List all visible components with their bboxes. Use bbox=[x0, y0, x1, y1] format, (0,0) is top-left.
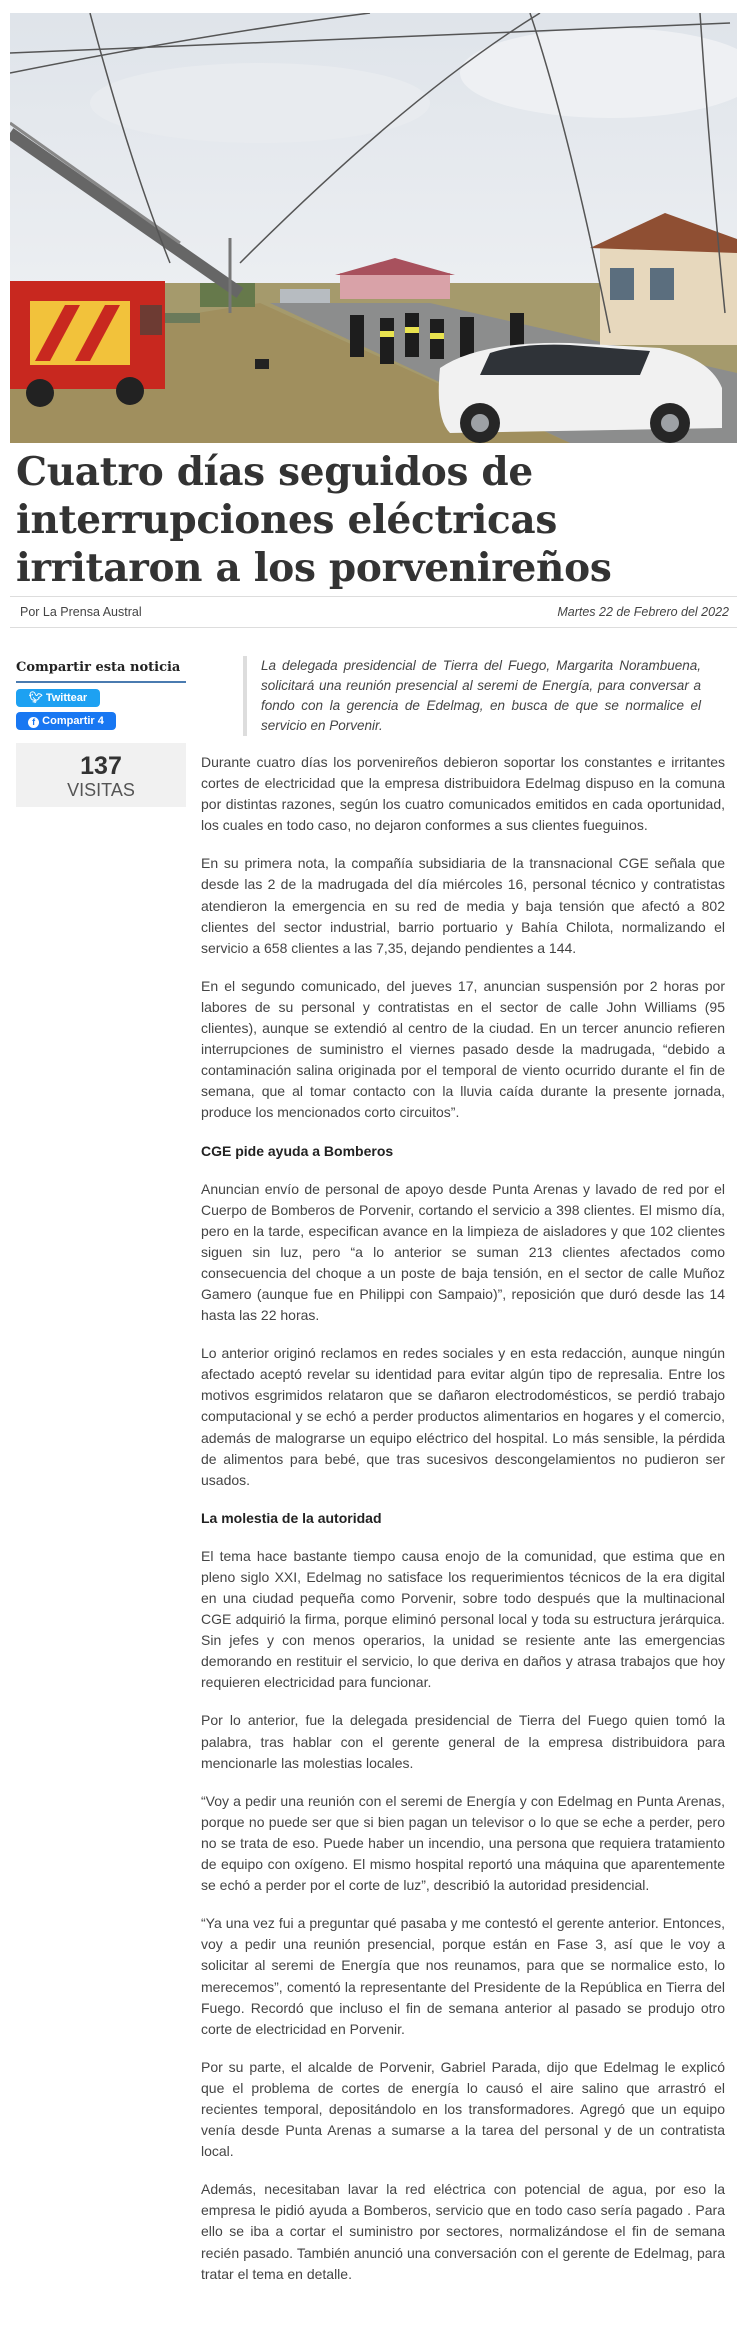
article-paragraph: Por su parte, el alcalde de Porvenir, Gabriel Parada, dijo que Edelmag le explicó que el problema de cortes de energía lo causó el aire salino que arrastró el recientes temporal, depositándolo en los transformadores. Agregó que un equipo venía desde Punta Arenas a sumarse a la tarea del personal y de un contratista local. bbox=[201, 2058, 725, 2160]
street-scene-photo bbox=[10, 13, 737, 443]
article-paragraph: Anuncian envío de personal de apoyo desde Punta Arenas y lavado de red por el Cuerpo de Bomberos de Porvenir, cortando el servicio a 398 clientes. El mismo día, pero en la tarde, especifican avance en la limpieza de aisladores y que 102 clientes siguen sin luz, pero “a lo anterior se suman 213 clientes afectados como consecuencia del choque a un poste de baja tensión, en el sector de calle Muñoz Gamero (aunque fue en Philippi con Sampaio)”, reposición que duró desde las 14 hasta las 22 horas. bbox=[201, 1180, 725, 1324]
byline: Por La Prensa Austral bbox=[20, 605, 142, 619]
facebook-share-button[interactable] bbox=[16, 712, 116, 730]
article-paragraph: Además, necesitaban lavar la red eléctrica con potencial de agua, por eso la empresa le pidió ayuda a Bomberos, servicio que en todo caso sería pagado . Para ello se iba a cortar el suministro por sectores, normalizándose el fin de semana recién pasado. También anunció una conversación con el gerente de Edelmag, para tratar el tema en detalle. bbox=[201, 2181, 725, 2282]
hero-photo bbox=[10, 13, 737, 443]
article-paragraph: Por lo anterior, fue la delegada presidencial de Tierra del Fuego quien tomó la palabra, tras hablar con el gerente general de la empresa distribuidora para mencionarle las molestias locales. bbox=[201, 1712, 725, 1771]
article-paragraph: Durante cuatro días los porvenireños debieron soportar los constantes e irritantes cortes de electricidad que la empresa distribuidora Edelmag dispuso en la comuna por distintas razones, según los cuatro comunicados emitidos en cada oportunidad, los cuales en todo caso, no dejaron conformes a sus clientes fueguinos. bbox=[201, 754, 725, 834]
section-heading: CGE pide ayuda a Bomberos bbox=[201, 1142, 394, 1159]
article-paragraph: En el segundo comunicado, del jueves 17, anuncian suspensión por 2 horas por labores de su personal y contratistas en el sector de calle John Williams (95 clientes), aunque se extendió al centro de la ciudad. En un tercer anuncio refieren interrupciones de suministro el viernes pasado desde la madrugada, “debido a contaminación salina originada por el temporal de viento ocurrido durante el fin de semana, que al tomar contacto con la lluvia caída durante la presente jornada, produce los mencionados corto circuitos”. bbox=[201, 977, 725, 1121]
visit-counter bbox=[16, 743, 186, 807]
twitter-bird-icon: 🐦︎ bbox=[28, 692, 43, 704]
share-heading: Compartir esta noticia bbox=[16, 660, 181, 675]
facebook-f-icon: f bbox=[28, 717, 39, 728]
publish-date: Martes 22 de Febrero del 2022 bbox=[557, 605, 729, 619]
twitter-button-label: Twittear bbox=[45, 692, 88, 704]
share-divider bbox=[16, 681, 186, 683]
article-body bbox=[201, 752, 725, 2302]
article-paragraph: “Ya una vez fui a preguntar qué pasaba y me contestó el gerente anterior. Entonces, voy a pedir una reunión presencial, porque están en Fase 3, así que le voy a solicitar al seremi de Energía que nos reunamos, para que se normalice esto, lo merecemos”, comentó la representante del Presidente de la República en Tierra del Fuego. Recordó que incluso el fin de semana anterior al pasado se produjo otro corte de electricidad en Porvenir. bbox=[201, 1915, 725, 2037]
article-paragraph: “Voy a pedir una reunión con el seremi de Energía y con Edelmag en Punta Arenas, porque no puede ser que si bien pagan un televisor o lo que se eche a perder, pero no se trata de eso. Puede haber un incendio, una persona que requiera tratamiento de equipo con oxígeno. El mismo hospital reportó una máquina que aparentemente se echó a perder por el corte de luz”, describió la autoridad presidencial. bbox=[201, 1792, 725, 1894]
visit-count: 137 bbox=[80, 752, 122, 780]
article-paragraph: En su primera nota, la compañía subsidiaria de la transnacional CGE señala que desde las 2 de la madrugada del día miércoles 16, personal técnico y contratistas atendieron la emergencia en su red de media y baja tensión que afectó a 802 clientes del sector industrial, barrio portuario y Bahía Chilota, normalizando el servicio a 658 clientes a las 7,35, dejando pendientes a 144. bbox=[201, 855, 725, 956]
visit-label: VISITAS bbox=[67, 780, 135, 800]
twitter-share-button[interactable] bbox=[16, 689, 100, 707]
article-meta bbox=[10, 596, 737, 628]
article-paragraph: El tema hace bastante tiempo causa enojo de la comunidad, que estima que en pleno siglo XXI, Edelmag no satisface los requerimientos técnicos de la era digital en una ciudad pequeña como Porvenir, sobre todo después que la multinacional CGE adquirió la firma, porque eliminó personal local y toda su estructura jerárquica. Sin jefes y con menos operarios, la unidad se resiente ante las emergencias demorando en restituir el servicio, lo que deriva en daños y atrasa trabajos que hoy requieren electricidad para funcionar. bbox=[201, 1547, 725, 1691]
article-lead: La delegada presidencial de Tierra del Fuego, Margarita Norambuena, solicitará una reunión presencial al seremi de Energía, para conversar a fondo con la gerencia de Edelmag, en busca de que se normalice el servicio en Porvenir. bbox=[243, 656, 701, 736]
article-paragraph: Lo anterior originó reclamos en redes sociales y en esta redacción, aunque ningún afectado aceptó revelar su identidad para evitar algún tipo de represalia. Entre los motivos esgrimidos relataron que se dañaron electrodomésticos, se perdió trabajo computacional y se echó a perder productos alimentarios en hogares y el comercio, además de malograrse un equipo eléctrico del hospital. Lo más sensible, la pérdida de alimentos para bebé, que tras sucesivos descongelamientos no pudieron ser usados. bbox=[201, 1345, 725, 1488]
article-title: Cuatro días seguidos de interrupciones eléctricas irritaron a los porvenireños bbox=[16, 449, 612, 591]
section-heading: La molestia de la autoridad bbox=[201, 1509, 382, 1526]
facebook-button-label: Compartir 4 bbox=[42, 715, 104, 727]
